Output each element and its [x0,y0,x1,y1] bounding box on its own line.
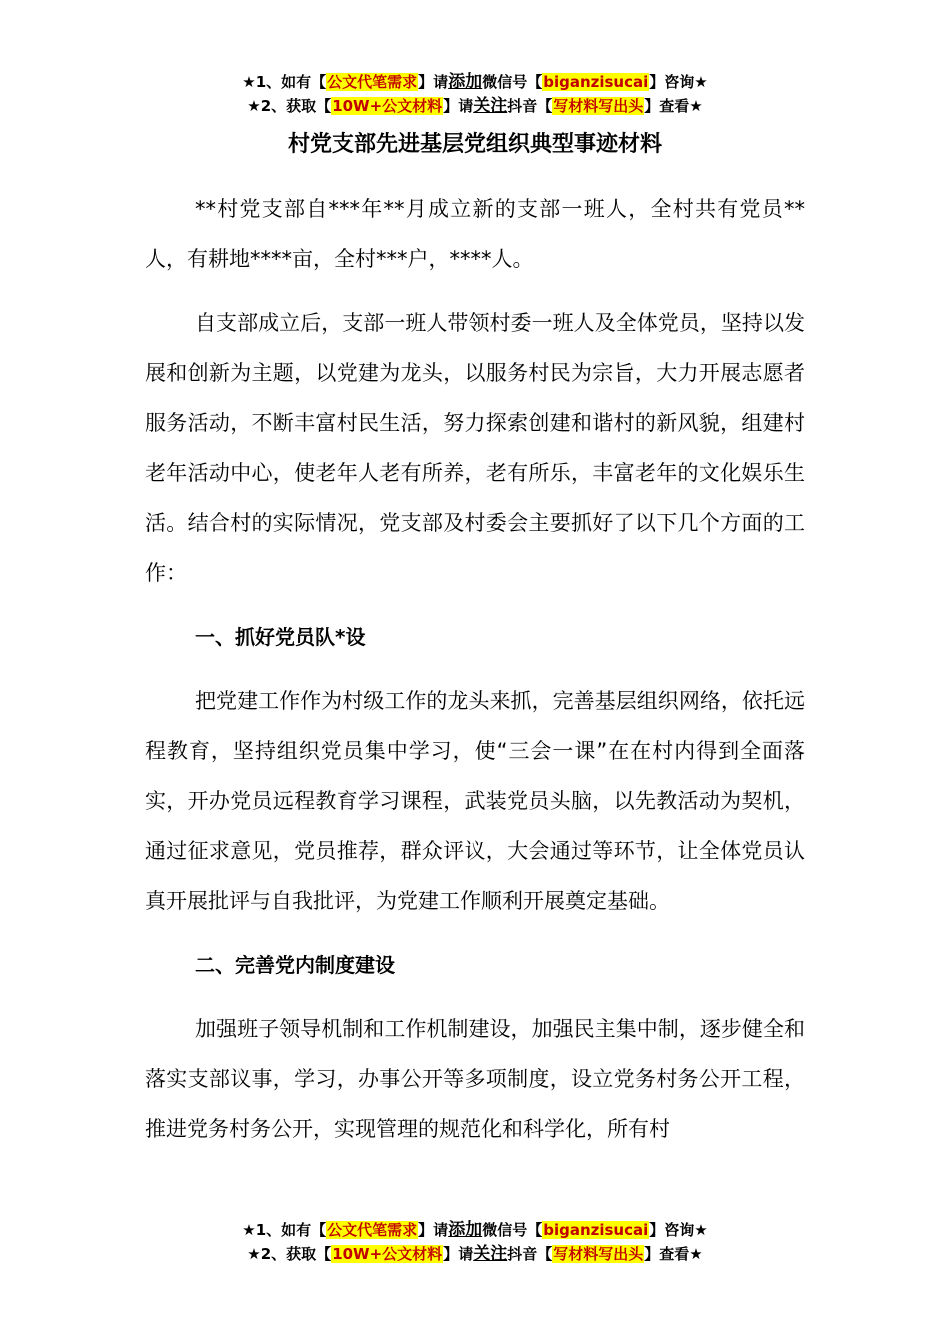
banner-line-1-underlined: 添加 [448,72,483,92]
banner-line-2-highlight-douyin: 写材料写出头 [553,97,644,115]
banner-line-1-mid: 】请 [418,73,449,91]
footer-banner [0,1218,950,1266]
banner-line-2-suffix: 】查看★ [644,97,703,115]
paragraph-overview: 自支部成立后，支部一班人带领村委一班人及全体党员，坚持以发展和创新为主题，以党建为龙头，以服务村民为宗旨，大力开展志愿者服务活动，不断丰富村民生活，努力探索创建和谐村的新风貌，组建村老年活动中心，使老年人老有所养，老有所乐，丰富老年的文化娱乐生活。结合村的实际情况，党支部及村委会主要抓好了以下几个方面的工作： [145,311,805,585]
footer-banner-line-2 [0,1242,950,1266]
banner-line-2 [0,94,950,118]
header-banner [0,70,950,118]
banner-line-1-highlight-wechat: biganzisucai [543,73,649,91]
footer-line-2-prefix: ★2、获取【 [247,1245,332,1263]
footer-line-1-highlight-service: 公文代笔需求 [327,1221,418,1239]
footer-line-2-underlined: 关注 [473,1244,508,1264]
banner-line-1-mid2: 微信号【 [482,73,543,91]
banner-line-2-mid2: 抖音【 [507,97,553,115]
banner-line-2-mid: 】请 [443,97,474,115]
footer-line-2-highlight-materials: 10W+公文材料 [332,1245,443,1263]
document-body [145,184,805,1168]
banner-line-1-suffix: 】咨询★ [649,73,708,91]
footer-line-1-underlined: 添加 [448,1220,483,1240]
banner-line-1-highlight-service: 公文代笔需求 [327,73,418,91]
footer-line-1-mid2: 微信号【 [482,1221,543,1239]
document-title: 村党支部先进基层党组织典型事迹材料 [287,132,662,157]
section-heading-2: 二、完善党内制度建设 [195,953,395,977]
footer-line-2-mid: 】请 [443,1245,474,1263]
footer-line-1-suffix: 】咨询★ [649,1221,708,1239]
section-heading-1: 一、抓好党员队*设 [195,625,366,649]
banner-line-1 [0,70,950,94]
paragraph-intro: **村党支部自***年**月成立新的支部一班人，全村共有党员**人，有耕地****亩，全村***户，****人。 [145,197,805,271]
footer-line-2-suffix: 】查看★ [644,1245,703,1263]
footer-line-1-prefix: ★1、如有【 [242,1221,327,1239]
footer-line-2-highlight-douyin: 写材料写出头 [553,1245,644,1263]
footer-line-1-highlight-wechat: biganzisucai [543,1221,649,1239]
banner-line-2-prefix: ★2、获取【 [247,97,332,115]
footer-line-1-mid: 】请 [418,1221,449,1239]
banner-line-2-highlight-materials: 10W+公文材料 [332,97,443,115]
banner-line-2-underlined: 关注 [473,96,508,116]
paragraph-section-1: 把党建工作作为村级工作的龙头来抓，完善基层组织网络，依托远程教育，坚持组织党员集中学习，使“三会一课”在在村内得到全面落实，开办党员远程教育学习课程，武装党员头脑，以先教活动为契机，通过征求意见，党员推荐，群众评议，大会通过等环节，让全体党员认真开展批评与自我批评，为党建工作顺利开展奠定基础。 [145,689,805,913]
footer-banner-line-1 [0,1218,950,1242]
banner-line-1-prefix: ★1、如有【 [242,73,327,91]
paragraph-section-2: 加强班子领导机制和工作机制建设，加强民主集中制，逐步健全和落实支部议事，学习，办事公开等多项制度，设立党务村务公开工程，推进党务村务公开，实现管理的规范化和科学化，所有村 [145,1017,805,1141]
footer-line-2-mid2: 抖音【 [507,1245,553,1263]
